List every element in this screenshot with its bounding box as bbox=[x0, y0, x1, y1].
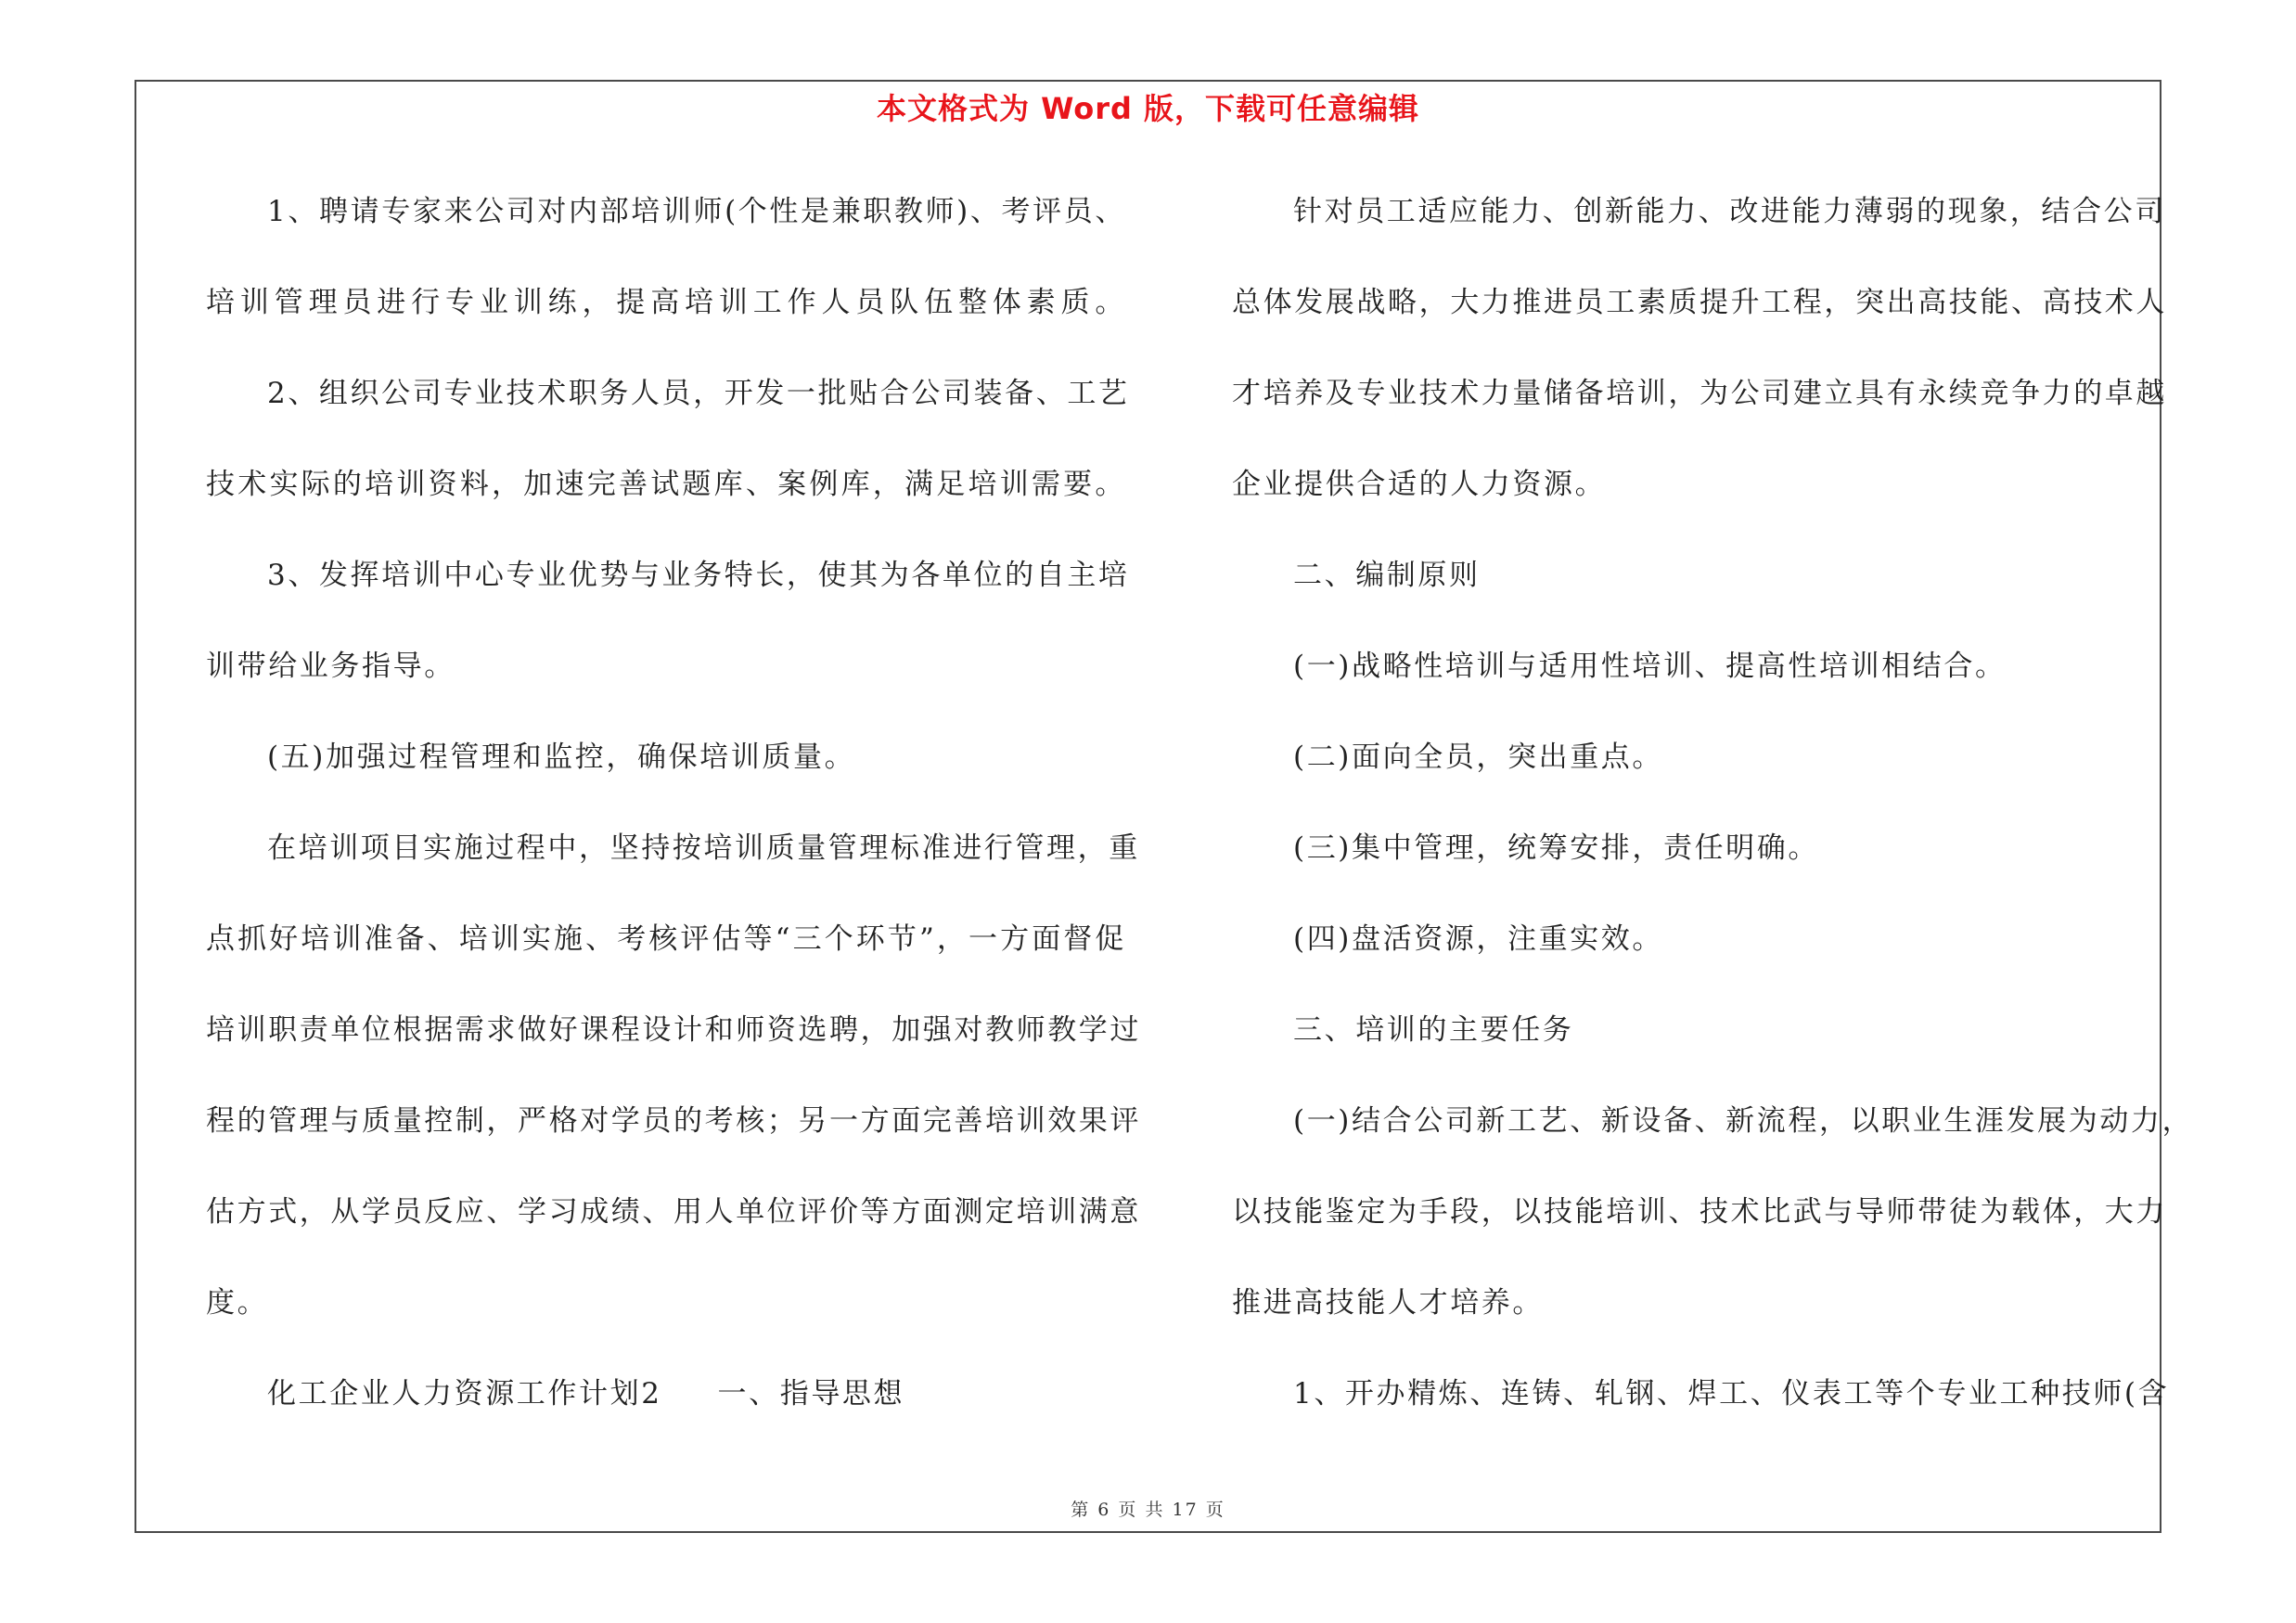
text-line: 才培养及专业技术力量储备培训，为公司建立具有永续竞争力的卓越 bbox=[1232, 377, 2167, 410]
section-heading: 二、编制原则 bbox=[1293, 559, 1481, 592]
text-line: 企业提供合适的人力资源。 bbox=[1232, 468, 1607, 501]
text-line: 技术实际的培训资料，加速完善试题库、案例库，满足培训需要。 bbox=[206, 468, 1126, 501]
text-line: (一)结合公司新工艺、新设备、新流程，以职业生涯发展为动力， bbox=[1293, 1104, 2194, 1138]
text-line: 1、开办精炼、连铸、轧钢、焊工、仪表工等个专业工种技师(含 bbox=[1293, 1377, 2170, 1410]
text-line: 估方式，从学员反应、学习成绩、用人单位评价等方面测定培训满意 bbox=[206, 1195, 1141, 1229]
text-line: 在培训项目实施过程中，坚持按培训质量管理标准进行管理，重 bbox=[267, 831, 1140, 865]
text-line: (四)盘活资源，注重实效。 bbox=[1293, 922, 1663, 956]
text-line: 推进高技能人才培养。 bbox=[1232, 1286, 1544, 1320]
text-line: 度。 bbox=[206, 1286, 269, 1320]
text-line: 总体发展战略，大力推进员工素质提升工程，突出高技能、高技术人 bbox=[1232, 286, 2167, 319]
text-line: 以技能鉴定为手段，以技能培训、技术比武与导师带徒为载体，大力 bbox=[1232, 1195, 2167, 1229]
section-heading: 一、指导思想 bbox=[717, 1377, 905, 1410]
text-line: 培训管理员进行专业训练，提高培训工作人员队伍整体素质。 bbox=[206, 286, 1126, 319]
format-banner: 本文格式为 Word 版，下载可任意编辑 bbox=[876, 91, 1420, 126]
text-line: (三)集中管理，统筹安排，责任明确。 bbox=[1293, 831, 1819, 865]
text-line: 培训职责单位根据需求做好课程设计和师资选聘，加强对教师教学过 bbox=[206, 1013, 1141, 1047]
text-line: 程的管理与质量控制，严格对学员的考核；另一方面完善培训效果评 bbox=[206, 1104, 1141, 1138]
text-line: 点抓好培训准备、培训实施、考核评估等“三个环节”，一方面督促 bbox=[206, 922, 1126, 956]
text-line bbox=[206, 1366, 1126, 1457]
text-line: (一)战略性培训与适用性培训、提高性培训相结合。 bbox=[1293, 650, 2007, 683]
section-heading: 三、培训的主要任务 bbox=[1293, 1013, 1574, 1047]
page-number: 第 6 页 共 17 页 bbox=[1071, 1500, 1225, 1520]
text-line: 针对员工适应能力、创新能力、改进能力薄弱的现象，结合公司 bbox=[1293, 195, 2166, 228]
text-line: 3、发挥培训中心专业优势与业务特长，使其为各单位的自主培 bbox=[267, 559, 1130, 592]
text-line: 1、聘请专家来公司对内部培训师(个性是兼职教师)、考评员、 bbox=[267, 195, 1126, 228]
text-line: (五)加强过程管理和监控，确保培训质量。 bbox=[267, 741, 856, 774]
right-column bbox=[1232, 184, 2194, 1457]
text-line: 2、组织公司专业技术职务人员，开发一批贴合公司装备、工艺 bbox=[267, 377, 1130, 410]
left-column bbox=[206, 184, 1141, 1457]
text-line: (二)面向全员，突出重点。 bbox=[1293, 741, 1663, 774]
text-line: 训带给业务指导。 bbox=[206, 650, 455, 683]
document-title: 化工企业人力资源工作计划2 bbox=[267, 1377, 662, 1410]
